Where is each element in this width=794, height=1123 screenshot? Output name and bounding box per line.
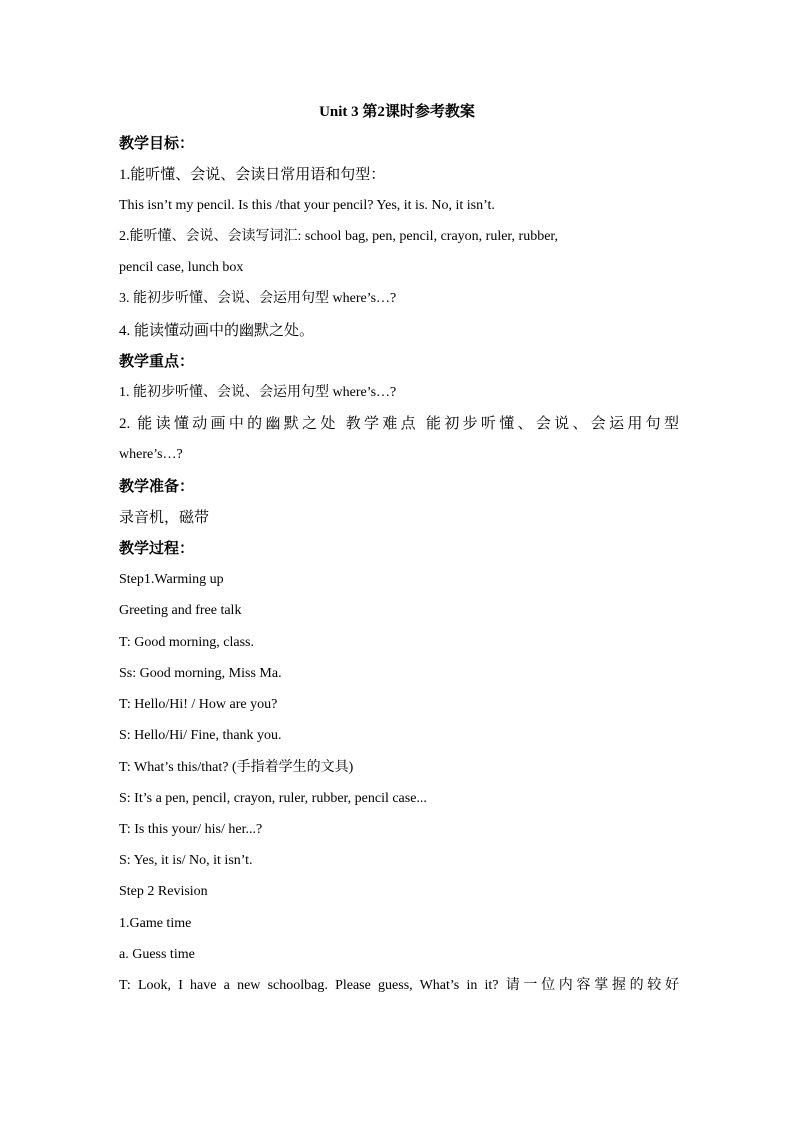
game-time-heading: 1.Game time	[119, 916, 192, 931]
objective-1-sentences: This isn’t my pencil. Is this /that your pencil? Yes, it is. No, it isn’t.	[119, 198, 495, 213]
dialogue-line: S: Yes, it is/ No, it isn’t.	[119, 853, 253, 868]
dialogue-line: Ss: Good morning, Miss Ma.	[119, 666, 282, 681]
objective-1: 1.能听懂、会说、会读日常用语和句型：	[119, 167, 386, 183]
section-heading-process: 教学过程：	[119, 541, 195, 557]
dialogue-line: T: Good morning, class.	[119, 635, 255, 650]
dialogue-line: T: Hello/Hi! / How are you?	[119, 697, 278, 712]
dialogue-line: S: It’s a pen, pencil, crayon, ruler, rubber, pencil case...	[119, 791, 427, 806]
step-1-heading: Step1.Warming up	[119, 572, 224, 587]
key-point-2-continued: where’s…?	[119, 447, 183, 462]
step-1-subheading: Greeting and free talk	[119, 603, 242, 618]
key-point-2: 2. 能读懂动画中的幽默之处 教学难点 能初步听懂、会说、会运用句型	[119, 416, 679, 432]
dialogue-line: T: Look, I have a new schoolbag. Please guess, What’s in it? 请一位内容掌握的较好	[119, 978, 679, 993]
objective-2: 2.能听懂、会说、会读写词汇: school bag, pen, pencil, crayon, ruler, rubber,	[119, 229, 559, 244]
document-title: Unit 3 第2课时参考教案	[319, 104, 475, 120]
section-heading-preparation: 教学准备：	[119, 479, 195, 495]
objective-4: 4. 能读懂动画中的幽默之处。	[119, 323, 315, 339]
guess-time-heading: a. Guess time	[119, 947, 195, 962]
dialogue-line: S: Hello/Hi/ Fine, thank you.	[119, 728, 282, 743]
objective-2-continued: pencil case, lunch box	[119, 260, 244, 275]
section-heading-objectives: 教学目标：	[119, 136, 195, 152]
step-2-heading: Step 2 Revision	[119, 884, 208, 899]
section-heading-key-points: 教学重点：	[119, 354, 195, 370]
preparation-items: 录音机，磁带	[119, 510, 210, 526]
dialogue-line: T: Is this your/ his/ her...?	[119, 822, 263, 837]
objective-3: 3. 能初步听懂、会说、会运用句型 where’s…?	[119, 291, 397, 306]
key-point-1: 1. 能初步听懂、会说、会运用句型 where’s…?	[119, 385, 397, 400]
dialogue-line: T: What’s this/that? (手指着学生的文具)	[119, 760, 354, 775]
